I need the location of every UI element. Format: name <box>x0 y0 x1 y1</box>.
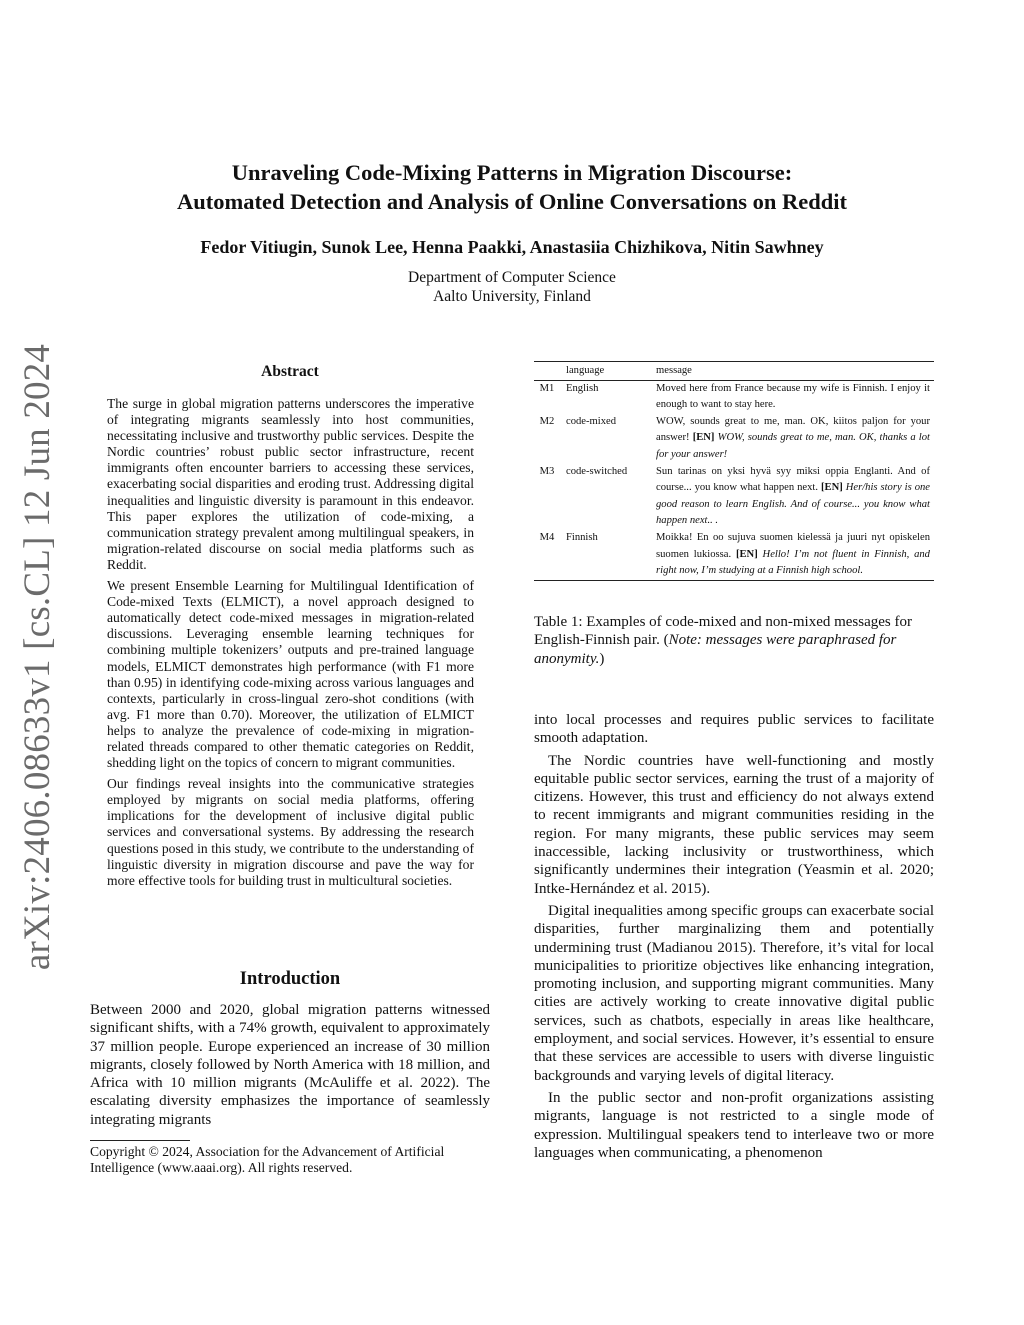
table-row <box>534 414 934 464</box>
table-row <box>534 530 934 580</box>
table-header-row <box>534 362 934 381</box>
abstract-heading: Abstract <box>261 363 319 380</box>
affiliation <box>0 268 1024 306</box>
row-language: code-switched <box>566 465 628 477</box>
message-text: Moved here from France because my wife is Finnish. I enjoy it enough to want to stay here. <box>656 382 930 411</box>
body-paragraph: The Nordic countries have well-functioning and mostly equitable public sector services, earning the trust of a majority of citizens. However, this trust and efficiency do not always extend to recent immigrants and migrant communities residing in the region. For many migrants, these public services may seem inaccessible, lacking inclusivity or trustworthiness, which significantly undermines their integration (Yeasmin et al. 2020; Intke-Hernández et al. 2015). <box>534 752 934 897</box>
copyright-footnote: Copyright © 2024, Association for the Advancement of Artificial Intelligence (www.aaai.org). All rights reserved. <box>90 1144 445 1176</box>
author-list: Fedor Vitiugin, Sunok Lee, Henna Paakki, Anastasiia Chizhikova, Nitin Sawhney <box>200 237 824 257</box>
body-paragraph: into local processes and requires public services to facilitate smooth adaptation. <box>534 712 934 747</box>
message-text: Sun tarinas on yksi hyvä syy miksi oppia Englanti. And of course... you know what happen next. <box>656 465 930 494</box>
affiliation-university: Aalto University, Finland <box>433 288 591 305</box>
table-row <box>534 380 934 414</box>
english-tag: [EN] <box>820 482 843 494</box>
english-translation: Her/his story is one good reason to learn English. And of course... you know what happen next.. . <box>656 482 930 527</box>
abstract-paragraph: Our findings reveal insights into the communicative strategies employed by migrants on social media platforms, offering implications for the development of inclusive digital public services and conversational systems. By addressing the research questions posed in this study, we contribute to the understanding of linguistic diversity in migration discourse and pave the way for more effective tools for building trust in multicultural societies. <box>107 776 474 888</box>
row-message <box>652 380 934 414</box>
arxiv-identifier-sidebar: arXiv:2406.08633v1 [cs.CL] 12 Jun 2024 <box>17 343 58 971</box>
row-id: M2 <box>539 415 555 427</box>
row-id: M1 <box>539 382 555 394</box>
english-translation: WOW, sounds great to me, man. OK, thanks a lot for your answer! <box>656 432 930 460</box>
caption-text: Table 1: Examples of code-mixed and non-mixed messages for English-Finnish pair. ( <box>534 614 913 649</box>
body-paragraph: In the public sector and non-profit organizations assisting migrants, language is not restricted to a single mode of expression. Multilingual speakers tend to interleave two or more languages when communicating, a phenomenon <box>534 1089 934 1161</box>
row-language: code-mixed <box>566 415 617 427</box>
row-id: M4 <box>534 530 562 580</box>
abstract-body <box>107 396 474 894</box>
caption-close: ) <box>599 650 605 667</box>
abstract-paragraph: The surge in global migration patterns underscores the imperative of integrating migrants seamlessly into host communities, necessitating inclusive and trustworthy public services. Despite the Nordic countries’ robust public sector infrastructure, recent immigrants often encounter barriers to accessing these services, exacerbating social disparities and eroding trust. Addressing digital inequalities and linguistic diversity is paramount in this endeavor. This paper explores the utilization of code-mixing, a communication strategy prevalent among multilingual speakers, in migration-related discourse on social media platforms such as Reddit. <box>107 396 474 572</box>
row-id: M3 <box>539 465 555 477</box>
table-caption <box>534 613 934 668</box>
column-header-id <box>534 362 562 381</box>
english-translation: Hello! I’m not fluent in Finnish, and right now, I’m studying at a Finnish high school. <box>656 548 930 577</box>
english-tag: [EN] <box>735 548 758 560</box>
message-text: WOW, sounds great to me, man. OK, kiitos paljon for your answer! <box>656 415 930 444</box>
affiliation-department: Department of Computer Science <box>408 269 616 286</box>
abstract-paragraph: We present Ensemble Learning for Multilingual Identification of Code-mixed Texts (ELMICT), a novel approach designed to automatically detect code-mixed messages in migration-related discussions. Leveraging ensemble learning techniques for combining multiple tokenizers’ outputs and pre-trained language models, ELMICT demonstrates high performance (with F1 more than 0.95) in identifying code-mixing across various languages and contexts, particularly in cross-lingual zero-shot conditions (with avg. F1 more than 0.70). Moreover, the utilization of ELMICT helps to analyze the prevalence of code-mixing in migration-related threads compared to other thematic categories on Reddit, shedding light on the topics of concern to migrant communities. <box>107 578 474 771</box>
body-paragraph: Between 2000 and 2020, global migration patterns witnessed significant shifts, with a 74% growth, equivalent to approximately 37 million people. Europe experienced an increase of 30 million migrants, closely followed by North America with 18 million, and Africa with 10 million migrants (McAuliffe et al. 2022). The escalating diversity emphasizes the importance of seamlessly integrating migrants <box>90 1002 490 1128</box>
column-header-message: message <box>652 362 934 381</box>
row-language: Finnish <box>562 530 652 580</box>
introduction-right-column <box>534 711 934 1162</box>
title-line-1: Unraveling Code-Mixing Patterns in Migration Discourse: <box>231 160 793 185</box>
footnote-divider <box>90 1140 190 1141</box>
caption-note: Note: messages were paraphrased for anonymity. <box>534 632 897 667</box>
title-line-2: Automated Detection and Analysis of Online Conversations on Reddit <box>176 189 848 214</box>
introduction-heading: Introduction <box>239 969 341 989</box>
row-message <box>652 464 934 530</box>
column-header-language: language <box>562 362 652 381</box>
row-message <box>652 530 934 580</box>
row-language: English <box>566 382 599 394</box>
body-paragraph: Digital inequalities among specific groups can exacerbate social disparities, further marginalizing them and potentially undermining trust (Madianou 2015). Therefore, it’s vital for local municipalities to prioritize objectives like enhancing integration, promoting inclusion, and supporting migrant communities. Many cities are actively working to create innovative digital public services, such as chatbots, especially in areas like healthcare, employment, and social services. However, it’s essential to ensure that these services are accessible to users with diverse linguistic backgrounds and varying levels of digital literacy. <box>534 902 934 1084</box>
table-row <box>534 464 934 530</box>
paper-title <box>0 158 1024 216</box>
message-text: Moikka! En oo sujuva suomen kielessä ja juuri nyt opiskelen suomen lukiossa. <box>656 531 930 560</box>
row-message <box>652 414 934 464</box>
introduction-left-column <box>90 1001 490 1129</box>
english-tag: [EN] <box>692 432 715 444</box>
examples-table <box>534 361 934 581</box>
